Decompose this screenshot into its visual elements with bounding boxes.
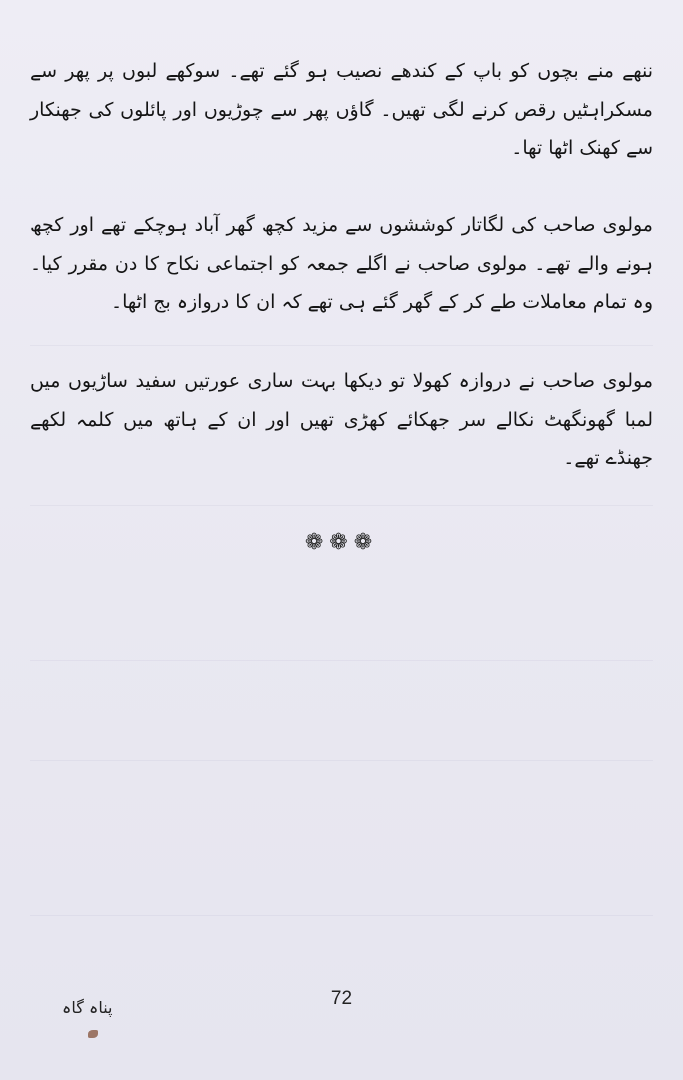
page-number: 72 xyxy=(330,988,353,1009)
show-through-line xyxy=(30,505,653,506)
section-divider-ornament: ❁❁❁ xyxy=(304,530,379,555)
paragraph-1 xyxy=(30,52,653,168)
show-through-line xyxy=(30,345,653,346)
paragraph-3 xyxy=(30,362,653,478)
show-through-line xyxy=(30,660,653,661)
paragraph-text: مولوی صاحب نے دروازہ کھولا تو دیکھا بہت ساری عورتیں سفید ساڑیوں میں لمبا گھونگھٹ نکالے سر جھکائے کھڑی تھیں اور ان کے ہاتھ میں کلمہ لکھے جھنڈے تھے۔ xyxy=(30,370,653,469)
show-through-line xyxy=(30,915,653,916)
book-title-footer: پناہ گاہ xyxy=(62,998,113,1017)
show-through-line xyxy=(30,760,653,761)
paragraph-2 xyxy=(30,206,653,322)
paragraph-text: مولوی صاحب کی لگاتار کوششوں سے مزید کچھ گھر آباد ہوچکے تھے اور کچھ ہونے والے تھے۔ مولوی صاحب نے اگلے جمعہ کو اجتماعی نکاح کا دن مقرر کیا۔ وہ تمام معاملات طے کر کے گھر گئے ہی تھے کہ ان کا دروازہ بج اٹھا۔ xyxy=(30,214,653,313)
paragraph-text: ننھے منے بچوں کو باپ کے کندھے نصیب ہو گئے تھے۔ سوکھے لبوں پر پھر سے مسکراہٹیں رقص کرنے لگی تھیں۔ گاؤں پھر سے چوڑیوں اور پائلوں کی جھنکار سے کھنک اٹھا تھا۔ xyxy=(30,60,653,159)
ink-mark xyxy=(88,1030,98,1038)
